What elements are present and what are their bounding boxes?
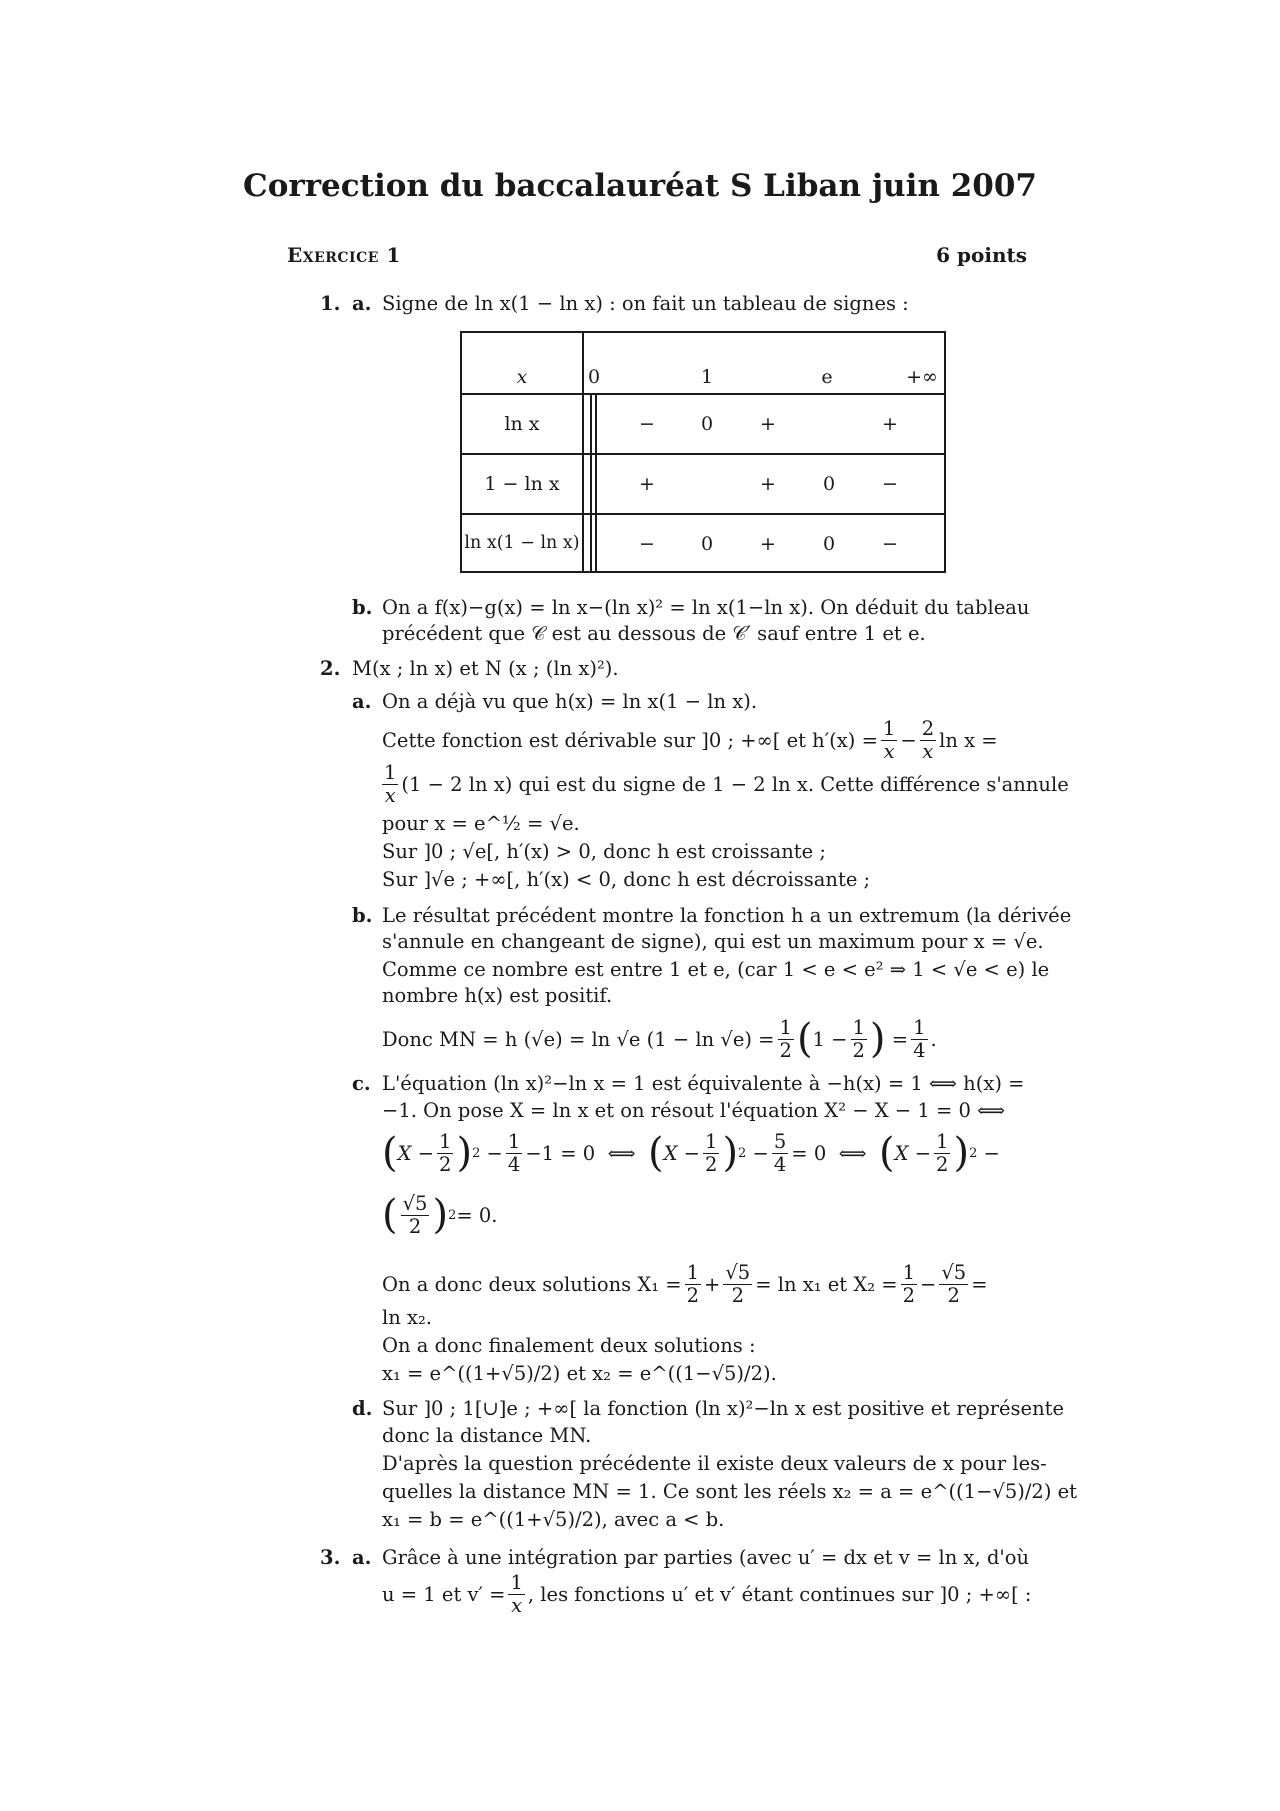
text-line: donc la distance MN. [382, 1424, 592, 1447]
text-line: D'après la question précédente il existe deux valeurs de x pour les- [382, 1452, 1047, 1475]
table-row-label: ln x(1 − ln x) [464, 533, 580, 553]
text-line: pour x = e^½ = √e. [382, 812, 580, 835]
table-header-value: +∞ [906, 366, 938, 388]
text-line: Le résultat précédent montre la fonction h a un extremum (la dérivée [382, 904, 1072, 927]
table-sign: − [639, 533, 655, 555]
fraction: $\frac{2}{x}$ [921, 717, 935, 763]
text-line: s'annule en changeant de signe), qui est un maximum pour x = √e. [382, 930, 1044, 953]
sign-table [460, 331, 946, 573]
text-line: On a déjà vu que h(x) = ln x(1 − ln x). [382, 690, 758, 713]
text-line: Sur ]0 ; √e[, h′(x) > 0, donc h est croissante ; [382, 840, 826, 863]
question-1b-label: b. [352, 596, 373, 619]
text-line: Sur ]0 ; 1[∪]e ; +∞[ la fonction (ln x)²−ln x est positive et représente [382, 1397, 1065, 1420]
text-line: −1. On pose X = ln x et on résout l'équation X² − X − 1 = 0 ⟺ [382, 1099, 1006, 1122]
table-sign: + [760, 413, 776, 435]
table-header-value: 0 [587, 366, 601, 388]
fraction: $\frac{1}{x}$ [384, 761, 397, 807]
table-sign: − [882, 473, 898, 495]
table-sign: − [882, 533, 898, 555]
text-line: Comme ce nombre est entre 1 et e, (car 1 < e < e² ⇒ 1 < √e < e) le [382, 958, 1050, 981]
text-line: précédent que 𝒞 est au dessous de 𝒞′ sauf entre 1 et e. [382, 622, 926, 645]
table-sign: + [882, 413, 898, 435]
text-fragment: Donc MN = h (√e) = ln √e (1 − ln √e) = [382, 1027, 775, 1051]
text-line: L'équation (ln x)²−ln x = 1 est équivalente à −h(x) = 1 ⟺ h(x) = [382, 1072, 1025, 1095]
table-sign: + [760, 473, 776, 495]
question-2d-label: d. [352, 1397, 373, 1420]
exercise-points: 6 points [936, 243, 1027, 267]
fraction: $\frac{1}{4}$ [913, 1015, 926, 1062]
page-title: Correction du baccalauréat S Liban juin 2007 [243, 168, 1037, 204]
table-rule [462, 393, 944, 395]
text-line: ln x₂. [382, 1306, 433, 1329]
text-fragment: u = 1 et v′ = [382, 1583, 506, 1606]
text-line: quelles la distance MN = 1. Ce sont les réels x₂ = a = e^((1−√5)/2) et [382, 1480, 1078, 1503]
text-line: x₁ = e^((1+√5)/2) et x₂ = e^((1−√5)/2). [382, 1362, 777, 1385]
question-1-number: 1. [320, 292, 341, 315]
question-2b-label: b. [352, 904, 373, 927]
table-header-label: x [516, 366, 528, 388]
text-line: ( X − $\frac{1}{2}$ ) 2 − $\frac{1}{4}$ −1 = 0 ⟺ ( X − $\frac{1}{2}$ ) 2 − $\frac{5}{4}$ = 0 ⟺ ( X − $\frac{1}{2}$ ) 2 − [382, 1129, 1000, 1176]
text-line: On a donc finalement deux solutions : [382, 1334, 756, 1357]
text-line: Cette fonction est dérivable sur ]0 ; +∞[ et h′(x) = $\frac{1}{x}$ − $\frac{2}{x}$ ln x = [382, 717, 998, 763]
table-rule [595, 393, 597, 573]
fraction: $\frac{1}{2}$ [936, 1129, 949, 1176]
table-sign: 0 [822, 533, 836, 555]
text-line: Grâce à une intégration par parties (avec u′ = dx et v = ln x, d'où [382, 1546, 1030, 1569]
table-sign: 0 [822, 473, 836, 495]
text-line: ( $\frac{√5}{2}$ ) 2 = 0. [382, 1191, 498, 1238]
text-fragment: On a donc deux solutions X₁ = [382, 1273, 682, 1296]
table-row-label: ln x [504, 413, 540, 435]
exercise-name: Exercice 1 [287, 243, 401, 267]
table-sign: − [639, 413, 655, 435]
text-line: Donc MN = h (√e) = ln √e (1 − ln √e) = $\frac{1}{2}$ ( 1 − $\frac{1}{2}$ ) = $\frac{1}{4}$ . [382, 1015, 937, 1062]
text-line: nombre h(x) est positif. [382, 984, 613, 1007]
exercise-header [287, 243, 1027, 267]
fraction: $\frac{1}{2}$ [705, 1129, 718, 1176]
table-header-value: e [821, 366, 833, 388]
text-line: On a donc deux solutions X₁ = $\frac{1}{2}$ + $\frac{√5}{2}$ = ln x₁ et X₂ = $\frac{1}{2}$ − $\frac{√5}{2}$ = [382, 1261, 988, 1307]
fraction: $\frac{1}{2}$ [779, 1015, 792, 1062]
question-1a-label: a. [352, 292, 372, 315]
text-line: x₁ = b = e^((1+√5)/2), avec a < b. [382, 1508, 725, 1531]
fraction: $\frac{1}{2}$ [439, 1129, 452, 1176]
table-sign: + [760, 533, 776, 555]
question-2c-label: c. [352, 1072, 371, 1095]
text-fragment: ln x = [939, 729, 998, 752]
text-line: M(x ; ln x) et N (x ; (ln x)²). [352, 657, 619, 680]
text-fragment: = 0. [456, 1203, 498, 1227]
question-2-number: 2. [320, 657, 341, 680]
question-1a-text: Signe de ln x(1 − ln x) : on fait un tableau de signes : [382, 292, 909, 315]
table-header-value: 1 [700, 366, 714, 388]
fraction: $\frac{1}{2}$ [902, 1261, 915, 1307]
table-sign: 0 [700, 533, 714, 555]
fraction: $\frac{5}{4}$ [773, 1129, 787, 1176]
text-line: Sur ]√e ; +∞[, h′(x) < 0, donc h est décroissante ; [382, 868, 871, 891]
table-sign: + [639, 473, 655, 495]
fraction: $\frac{1}{4}$ [507, 1129, 521, 1176]
fraction: $\frac{√5}{2}$ [941, 1261, 967, 1307]
text-line: On a f(x)−g(x) = ln x−(ln x)² = ln x(1−ln x). On déduit du tableau [382, 596, 1030, 619]
fraction: $\frac{√5}{2}$ [725, 1261, 751, 1307]
table-sign: 0 [700, 413, 714, 435]
fraction: $\frac{√5}{2}$ [402, 1191, 428, 1238]
table-rule [462, 453, 944, 455]
table-row-label: 1 − ln x [484, 473, 560, 495]
table-rule [462, 513, 944, 515]
fraction: $\frac{1}{x}$ [510, 1571, 523, 1617]
fraction: $\frac{1}{x}$ [882, 717, 896, 763]
question-2a-label: a. [352, 690, 372, 713]
text-fragment: Cette fonction est dérivable sur ]0 ; +∞[ et h′(x) = [382, 729, 878, 752]
text-fragment: (1 − 2 ln x) qui est du signe de 1 − 2 ln x. Cette différence s'annule [401, 773, 1069, 796]
text-fragment: = ln x₁ et X₂ = [755, 1273, 898, 1296]
fraction: $\frac{1}{2}$ [686, 1261, 700, 1307]
table-rule [590, 393, 592, 573]
question-3a-label: a. [352, 1546, 372, 1569]
text-fragment: , les fonctions u′ et v′ étant continues sur ]0 ; +∞[ : [527, 1583, 1032, 1606]
text-line [382, 762, 1069, 807]
text-line [382, 1572, 1031, 1617]
question-3-number: 3. [320, 1546, 341, 1569]
fraction: $\frac{1}{2}$ [852, 1015, 865, 1062]
